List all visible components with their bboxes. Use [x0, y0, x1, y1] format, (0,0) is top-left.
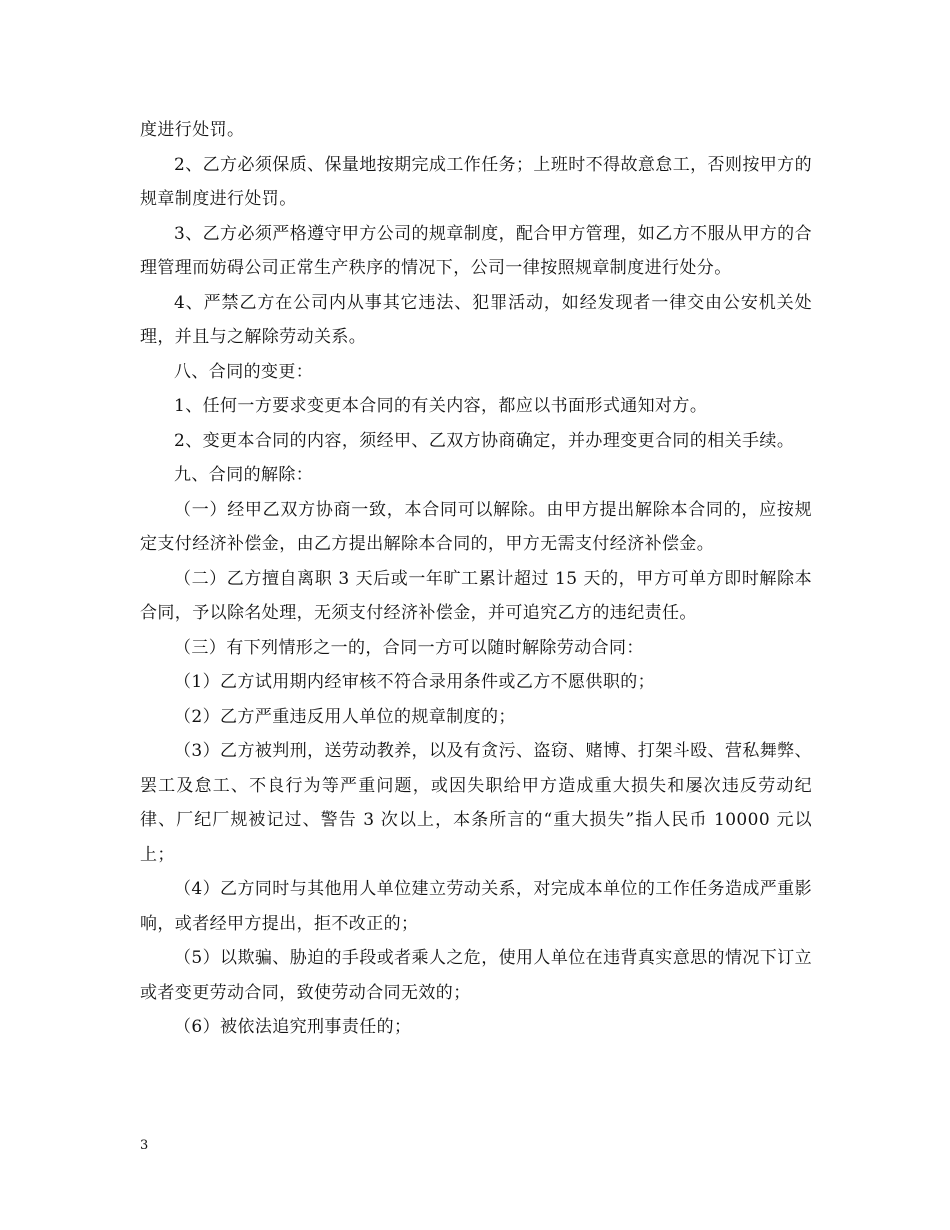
paragraph: 度进行处罚。	[140, 120, 245, 140]
paragraph: 1、任何一方要求变更本合同的有关内容，都应以书面形式通知对方。	[174, 396, 708, 416]
section-heading: 九、合同的解除：	[174, 465, 314, 485]
paragraph: （三）有下列情形之一的，合同一方可以随时解除劳动合同：	[174, 637, 644, 658]
paragraph: 2、变更本合同的内容，须经甲、乙双方协商确定，并办理变更合同的相关手续。	[174, 430, 795, 451]
paragraph: 3、乙方必须严格遵守甲方公司的规章制度，配合甲方管理，如乙方不服从甲方的合理管理而妨碍公司正常生产秩序的情况下，公司一律按照规章制度进行处分。	[140, 223, 812, 278]
list-item: （6）被依法追究刑事责任的；	[174, 1017, 412, 1037]
document-body	[140, 113, 812, 1045]
list-item: （1）乙方试用期内经审核不符合录用条件或乙方不愿供职的；	[174, 672, 656, 692]
list-item: （3）乙方被判刑，送劳动教养，以及有贪污、盗窃、赌博、打架斗殴、营私舞弊、罢工及怠工、不良行为等严重问题，或因失职给甲方造成重大损失和屡次违反劳动纪律、厂纪厂规被记过、警告 3 次以上，本条所言的“重大损失”指人民币 10000 元以上；	[140, 741, 812, 865]
paragraph: （二）乙方擅自离职 3 天后或一年旷工累计超过 15 天的，甲方可单方即时解除本合同，予以除名处理，无须支付经济补偿金，并可追究乙方的违纪责任。	[140, 568, 812, 623]
list-item: （2）乙方严重违反用人单位的规章制度的；	[174, 706, 516, 727]
list-item: （5）以欺骗、胁迫的手段或者乘人之危，使用人单位在违背真实意思的情况下订立或者变更劳动合同，致使劳动合同无效的；	[140, 948, 812, 1003]
list-item: （4）乙方同时与其他用人单位建立劳动关系，对完成本单位的工作任务造成严重影响，或者经甲方提出，拒不改正的；	[140, 879, 812, 934]
page-number: 3	[140, 1138, 149, 1153]
paragraph: 2、乙方必须保质、保量地按期完成工作任务；上班时不得故意怠工，否则按甲方的规章制度进行处罚。	[140, 154, 812, 209]
paragraph: 4、严禁乙方在公司内从事其它违法、犯罪活动，如经发现者一律交由公安机关处理，并且与之解除劳动关系。	[140, 292, 812, 347]
paragraph: （一）经甲乙双方协商一致，本合同可以解除。由甲方提出解除本合同的，应按规定支付经济补偿金，由乙方提出解除本合同的，甲方无需支付经济补偿金。	[140, 499, 812, 554]
section-heading: 八、合同的变更：	[174, 361, 314, 382]
